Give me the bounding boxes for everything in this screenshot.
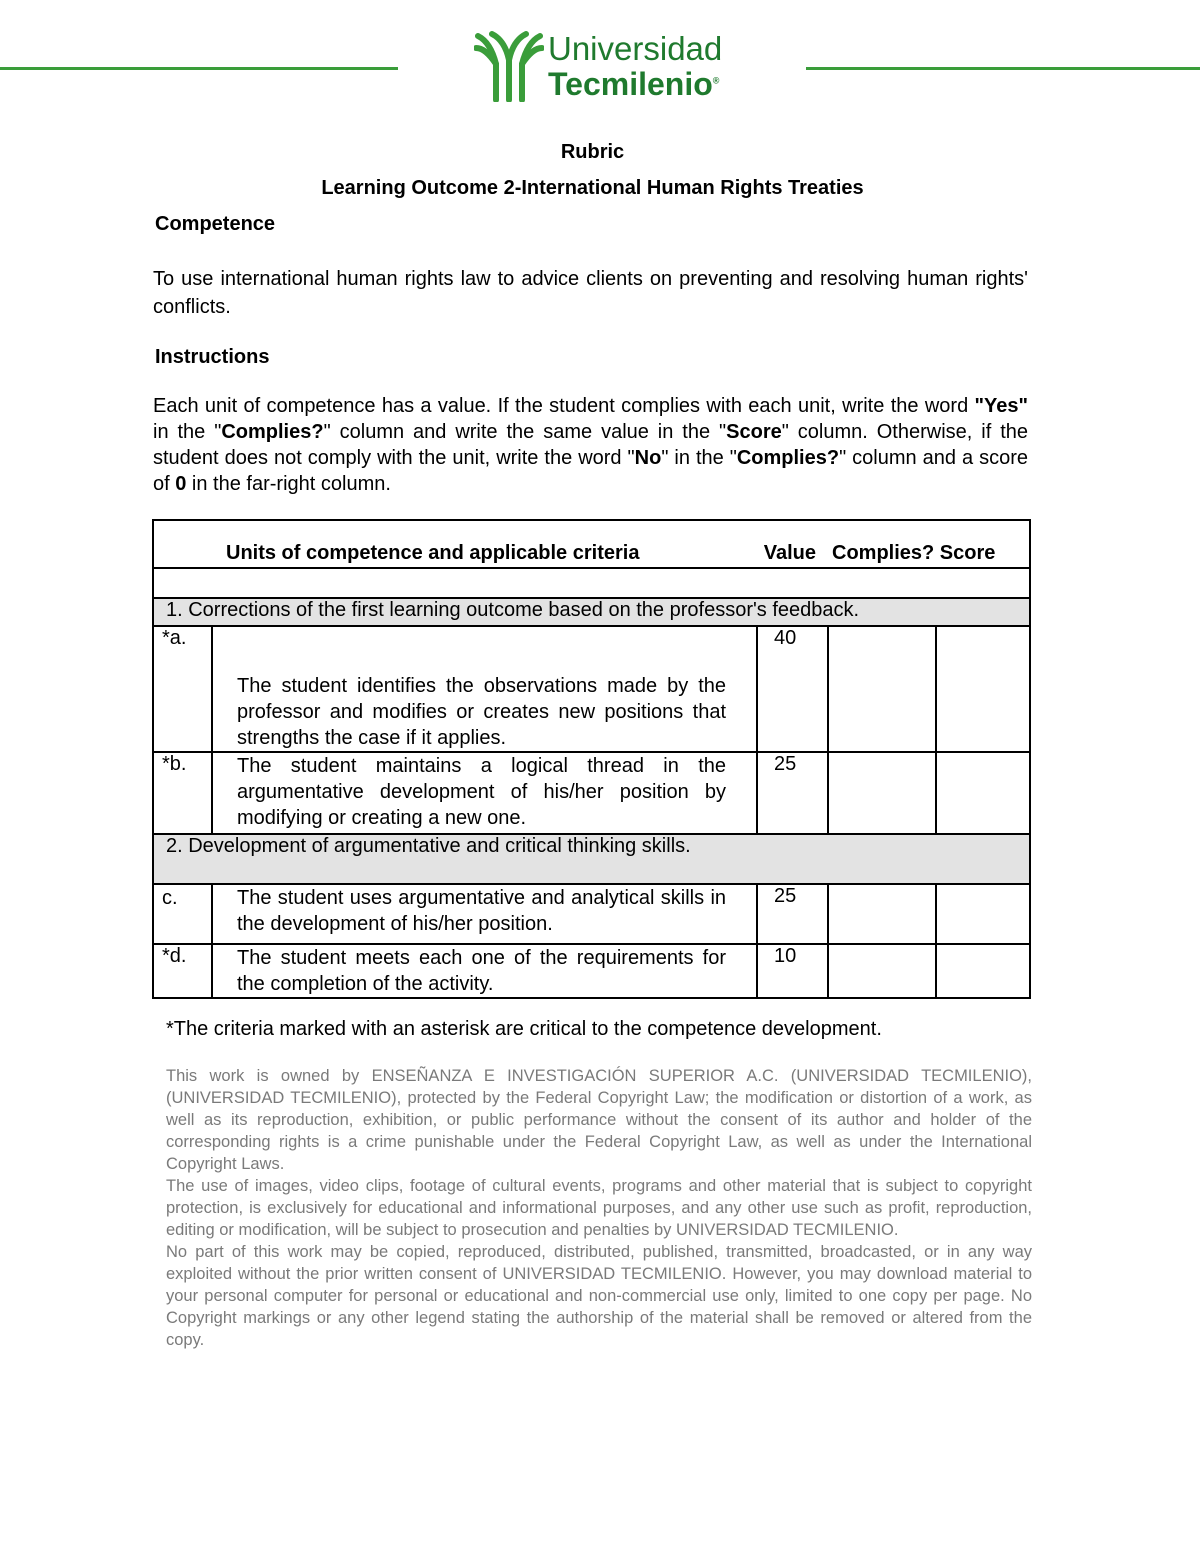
table-row: [153, 884, 1030, 944]
copyright-notice: [166, 1065, 1032, 1351]
row-value: 40: [757, 626, 828, 752]
row-score-cell[interactable]: [936, 752, 1030, 834]
row-letter: *d.: [153, 944, 212, 998]
instructions-heading: Instructions: [155, 346, 270, 368]
table-section-1: 1. Corrections of the first learning outcome based on the professor's feedback.: [153, 598, 1030, 626]
competence-text: To use international human rights law to advice clients on preventing and resolving human rights' conflicts.: [153, 268, 1028, 318]
row-value: 25: [757, 884, 828, 944]
row-criterion: The student identifies the observations made by the professor and modifies or creates new positions that strengths the case if it applies.: [212, 626, 757, 752]
header-rule-right: [806, 67, 1200, 70]
row-complies-cell[interactable]: [828, 626, 936, 752]
copyright-paragraph: The use of images, video clips, footage of cultural events, programs and other material that is subject to copyright protection, is exclusively for educational and informational purposes, and any other use such as profit, reproduction, editing or modification, will be subject to prosecution and penalties by UNIVERSIDAD TECMILENIO.: [166, 1177, 1032, 1239]
header-units: Units of competence and applicable criteria: [153, 520, 757, 568]
rubric-table: [152, 519, 1031, 999]
row-letter: c.: [153, 884, 212, 944]
row-value: 10: [757, 944, 828, 998]
row-criterion: The student maintains a logical thread in the argumentative development of his/her position by modifying or creating a new one.: [212, 752, 757, 834]
table-section-2: 2. Development of argumentative and critical thinking skills.: [153, 834, 1030, 884]
header-rule-left: [0, 67, 398, 70]
logo-text-universidad: Universidad: [548, 30, 723, 67]
table-header-row: [153, 520, 1030, 568]
header-complies-score: Complies? Score: [828, 520, 1030, 568]
tecmilenio-palm-logo-icon: [474, 30, 544, 102]
competence-heading: Competence: [155, 213, 276, 235]
header-value: Value: [757, 520, 828, 568]
learning-outcome-title: Learning Outcome 2-International Human Rights Treaties: [321, 177, 864, 199]
row-criterion: The student uses argumentative and analytical skills in the development of his/her position.: [212, 884, 757, 944]
copyright-paragraph: No part of this work may be copied, reproduced, distributed, published, transmitted, broadcasted, or in any way exploited without the prior written consent of UNIVERSIDAD TECMILENIO. However, you may download material to your personal computer for personal or educational and non-commercial use only, limited to one copy per page. No Copyright markings or any other legend stating the authorship of the material shall be removed or altered from the copy.: [166, 1243, 1032, 1349]
row-score-cell[interactable]: [936, 884, 1030, 944]
table-row: [153, 944, 1030, 998]
row-score-cell[interactable]: [936, 626, 1030, 752]
copyright-paragraph: This work is owned by ENSEÑANZA E INVESTIGACIÓN SUPERIOR A.C. (UNIVERSIDAD TECMILENIO), (UNIVERSIDAD TECMILENIO), protected by the Federal Copyright Law; the modification or distortion of a work, as well as its reproduction, exhibition, or public performance without the consent of its author and holder of the corresponding rights is a crime punishable under the Federal Copyright Law, as well as under the International Copyright Laws.: [166, 1067, 1032, 1173]
critical-criteria-note: *The criteria marked with an asterisk are critical to the competence development.: [166, 1018, 882, 1040]
row-value: 25: [757, 752, 828, 834]
row-letter: *b.: [153, 752, 212, 834]
row-criterion: The student meets each one of the requirements for the completion of the activity.: [212, 944, 757, 998]
instructions-text: Each unit of competence has a value. If the student complies with each unit, write the word "Yes" in the "Complies?" column and write the same value in the "Score" column. Otherwise, if the student does not comply with the unit, write the word "No" in the "Complies?" column and a score of 0 in the far-right column.: [153, 395, 1029, 495]
page-title: Rubric: [560, 141, 625, 163]
table-row: [153, 752, 1030, 834]
row-complies-cell[interactable]: [828, 752, 936, 834]
logo-text-tecmilenio: Tecmilenio®: [548, 66, 720, 102]
university-logo: [474, 30, 734, 104]
row-complies-cell[interactable]: [828, 944, 936, 998]
row-score-cell[interactable]: [936, 944, 1030, 998]
row-complies-cell[interactable]: [828, 884, 936, 944]
row-letter: *a.: [153, 626, 212, 752]
table-row: [153, 626, 1030, 752]
table-blank-row: [153, 568, 1030, 598]
